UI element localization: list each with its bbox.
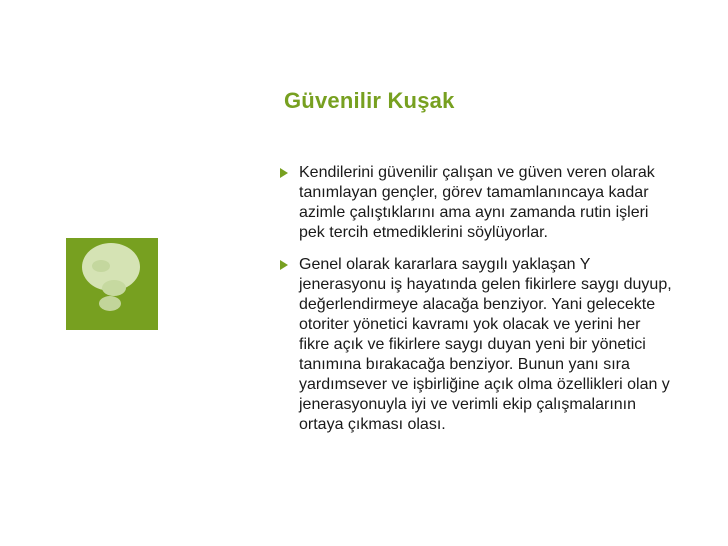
bullet-list [278, 163, 674, 435]
thought-bubble-small [92, 260, 110, 272]
square-bullet-icon [280, 260, 288, 270]
speech-bubbles-icon [66, 238, 158, 330]
bullet-item [278, 163, 674, 243]
thought-bubble-medium [102, 280, 126, 296]
slide-title: Güvenilir Kuşak [284, 88, 455, 113]
bullet-text: Genel olarak kararlara saygılı yaklaşan Y jenerasyonu iş hayatında gelen fikirlere saygı duyup, değerlendirmeye alacağa benziyor. Yani gelecekte otoriter yönetici kavramı yok olacak ve yerini her fikre açık ve fikirlere saygı duyan yeni bir yönetici tanımına bırakacağa benziyor. Bunun yanı sıra yardımsever ve işbirliğine açık olma özellikleri olan y jenerasyonuyla iyi ve verimli ekip çalışmalarının ortaya çıkması olası. [299, 256, 672, 433]
thought-bubble-tiny [99, 296, 121, 311]
bullet-text: Kendilerini güvenilir çalışan ve güven veren olarak tanımlayan gençler, görev tamamlanıncaya kadar azimle çalıştıklarını ama aynı zamanda rutin işleri pek tercih etmediklerini söylüyorlar. [299, 164, 655, 241]
bullet-item [278, 255, 674, 435]
square-bullet-icon [280, 168, 288, 178]
